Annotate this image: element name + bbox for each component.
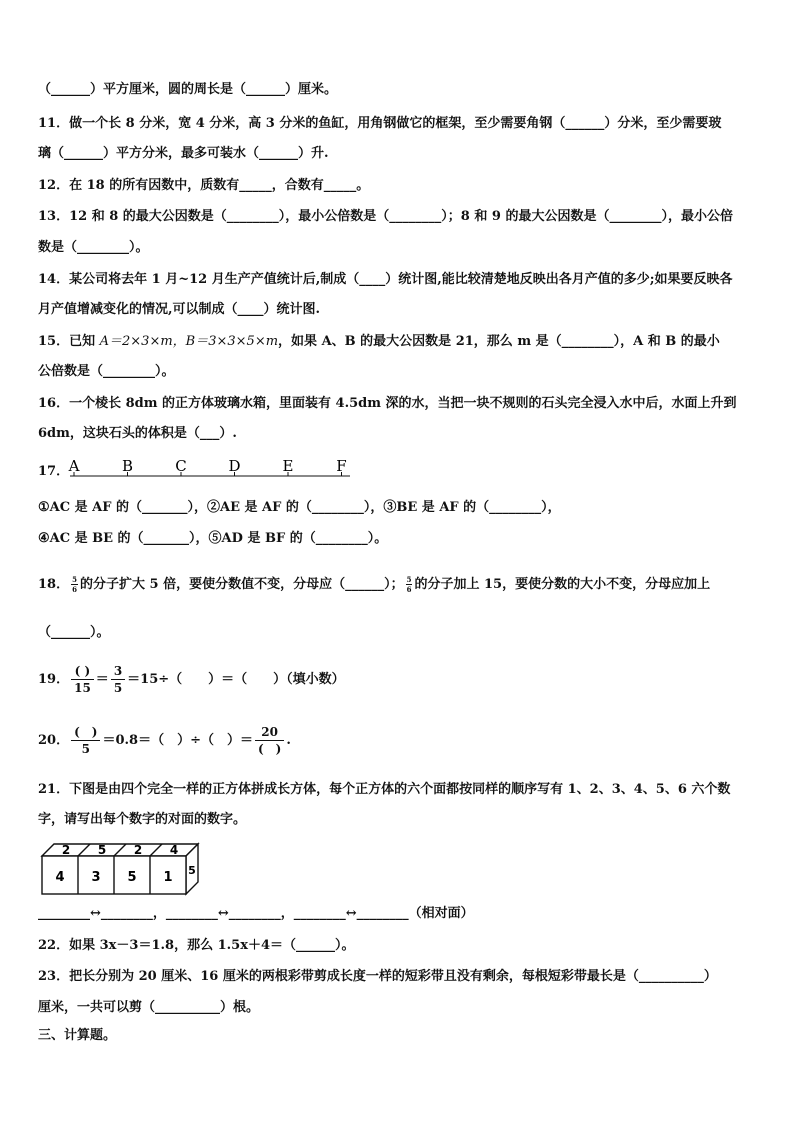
question-13-line-2: 数是（________）。 — [38, 240, 149, 255]
q18-fraction-2 — [406, 576, 413, 593]
question-12: 12．在 18 的所有因数中，质数有_____，合数有_____。 — [38, 178, 370, 193]
question-20 — [38, 726, 291, 755]
section-3-heading: 三、计算题。 — [38, 1028, 117, 1043]
cube-front-number: 5 — [127, 870, 137, 885]
fraction-denominator: 6 — [72, 585, 77, 594]
fraction-denominator: 15 — [74, 681, 91, 695]
question-21-line-1: 21．下图是由四个完全一样的正方体拼成长方体，每个正方体的六个面都按同样的顺序写有 1、2、3、4、5、6 六个数 — [38, 782, 731, 797]
fraction-numerator: 5 — [72, 575, 77, 584]
point-label-c: C — [175, 457, 187, 475]
question-16-line-1: 16．一个棱长 8dm 的正方体玻璃水箱，里面装有 4.5dm 深的水，当把一块不规则的石头完全浸入水中后，水面上升到 — [38, 396, 737, 411]
question-11-line-1: 11．做一个长 8 分米，宽 4 分米，高 3 分米的鱼缸，用角钢做它的框架，至少需要角钢（______）分米，至少需要玻 — [38, 116, 722, 131]
point-label-e: E — [282, 457, 294, 475]
q19-equals: ＝ — [95, 672, 109, 687]
point-label-b: B — [121, 457, 134, 475]
question-16-line-2: 6dm，这块石头的体积是（___）. — [38, 426, 237, 441]
q18-text-2: 的分子加上 15，要使分数的大小不变，分母应加上 — [414, 577, 711, 592]
question-13-line-1: 13．12 和 8 的最大公因数是（________），最小公倍数是（________）；8 和 9 的最大公因数是（________），最小公倍 — [38, 209, 733, 224]
fraction-numerator: ( ) — [74, 725, 98, 739]
q20-middle: ＝0.8＝（ ）÷（ ）＝ — [102, 733, 253, 748]
segment-line-diagram — [62, 455, 362, 481]
cube-front-number: 3 — [91, 870, 101, 885]
fraction-numerator: 5 — [406, 575, 412, 584]
cube-diagram — [38, 840, 208, 898]
question-11-line-2: 璃（______）平方分米，最多可装水（______）升. — [38, 146, 329, 161]
fraction-denominator: 5 — [81, 742, 90, 756]
point-label-f: F — [336, 457, 347, 475]
fraction-denominator: 5 — [113, 681, 123, 695]
question-17-number: 17． — [38, 464, 70, 479]
q18-text-1: 的分子扩大 5 倍，要使分数值不变，分母应（______）； — [79, 577, 404, 592]
question-17-line-2: ④AC 是 BE 的（_______），⑤AD 是 BF 的（________）。 — [38, 531, 388, 546]
question-15-line-1 — [38, 334, 720, 350]
fraction-numerator: ( ) — [74, 664, 91, 678]
q20-number: 20． — [38, 733, 70, 748]
cube-top-number: 2 — [133, 843, 143, 857]
q20-fraction-2 — [255, 726, 284, 755]
line-10-continuation: （______）平方厘米，圆的周长是（______）厘米。 — [38, 82, 338, 97]
question-18-line-1 — [38, 576, 710, 593]
fraction-numerator: 20 — [261, 725, 278, 739]
cube-top-number: 5 — [97, 843, 107, 857]
point-label-d: D — [228, 457, 241, 475]
q19-fraction-2 — [111, 665, 125, 694]
question-23-line-1: 23．把长分别为 20 厘米、16 厘米的两根彩带剪成长度一样的短彩带且没有剩余，每根短彩带最长是（__________） — [38, 969, 717, 984]
question-15-line-2: 公倍数是（________）。 — [38, 364, 175, 379]
q19-fraction-1 — [71, 665, 94, 694]
q19-rest: ＝15÷（ ）＝（ ）（填小数） — [127, 672, 345, 687]
cube-front-number: 1 — [163, 870, 173, 885]
q18-fraction-1 — [71, 576, 78, 593]
q18-number: 18． — [38, 577, 70, 592]
cube-top-number: 4 — [169, 843, 179, 857]
cube-top-number: 2 — [61, 843, 71, 857]
fraction-denominator: ( ) — [257, 742, 282, 756]
question-14-line-2: 月产值增减变化的情况,可以制成（____）统计图. — [38, 302, 321, 317]
fraction-denominator: 6 — [406, 585, 412, 594]
cube-side-number: 5 — [188, 864, 196, 877]
fraction-numerator: 3 — [113, 664, 123, 678]
question-22: 22．如果 3x－3＝1.8，那么 1.5x＋4＝（______）。 — [38, 938, 355, 953]
q15-expression: A＝2×3×m，B＝3×3×5×m — [99, 334, 279, 349]
q15-suffix: ，如果 A、B 的最大公因数是 21，那么 m 是（________），A 和 B 的最小 — [278, 334, 720, 349]
question-17-line-1: ①AC 是 AF 的（_______），②AE 是 AF 的（________），③BE 是 AF 的（________）， — [38, 500, 561, 515]
point-label-a: A — [68, 457, 80, 475]
question-18-line-2: （______）。 — [38, 625, 110, 640]
q15-prefix: 15．已知 — [38, 334, 100, 349]
question-14-line-1: 14．某公司将去年 1 月~12 月生产产值统计后,制成（____）统计图,能比较清楚地反映出各月产值的多少;如果要反映各 — [38, 272, 733, 287]
cube-front-number: 4 — [55, 870, 65, 885]
q19-number: 19． — [38, 672, 70, 687]
question-21-line-2: 字，请写出每个数字的对面的数字。 — [38, 812, 247, 827]
question-21-answer-line: ________↔________，________↔________，________↔________（相对面） — [38, 906, 474, 921]
question-23-line-2: 厘米，一共可以剪（__________）根。 — [38, 1000, 260, 1015]
q20-fraction-1 — [71, 726, 100, 755]
q20-end: . — [286, 733, 291, 748]
question-19 — [38, 665, 345, 694]
